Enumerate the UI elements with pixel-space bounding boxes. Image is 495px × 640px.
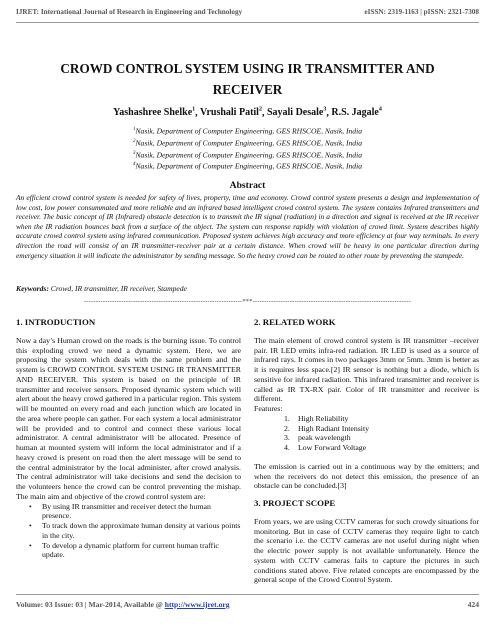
volume-info: Volume: 03 Issue: 03 | Mar-2014, Available @ http://www.ijret.org — [16, 600, 230, 609]
list-item: 3. peak wavelength — [284, 433, 351, 443]
list-item: • To develop a dynamic platform for current human traffic update. — [42, 541, 241, 561]
paper-title — [30, 58, 465, 100]
author: R.S. Jagale$^4$ — [331, 107, 382, 119]
features-list — [254, 414, 479, 453]
scope-heading: 3. PROJECT SCOPE — [254, 498, 336, 508]
affiliation: $^3$Nasik, Department of Computer Engineering, GES RHSCOE, Nasik, India — [132, 150, 363, 160]
author: Sayali Desale$^3$ — [266, 107, 327, 119]
page-number: 424 — [467, 600, 479, 609]
related-heading: 2. RELATED WORK — [254, 317, 336, 327]
title-line-1: CROWD CONTROL SYSTEM USING IR TRANSMITTER AND — [60, 61, 435, 76]
intro-body: Now a day’s Human crowd on the roads is the burning issue. To control this exploding crowd we need a dynamic system. Here, we are proposing the system which deals with the same problem and the system is CROWD CONTROL SYSTEM USING IR TRANSMITTER AND RECEIVER. This system is based on the principle of IR transmitter and receiver sensors. Proposed dynamic system which will alert about the heavy crowd gathered in a particular region. This system will be mounted on every road and each junction which are located in the area where people can gather. For each system a local administrator will be provided and to control and connect these various local administrator. A central administrator will be allocated. Presence of human at mounted system will inform the local administrator and if a heavy crowd is present on road then the alert message will be send to the central administrator by the local administer, after crowd analysis. The central administrator will take decisions and send the decision to the volunteers hence the crowd can be control preventing the mishap. The main aim and objective of the crowd control system are: — [16, 335, 241, 501]
affiliation: $^4$Nasik, Department of Computer Engineering, GES RHSCOE, Nasik, India — [132, 162, 363, 172]
journal-link[interactable]: http://www.ijret.org — [164, 600, 230, 609]
running-header — [16, 8, 479, 16]
footer-rule — [16, 594, 479, 595]
section-separator: --------------------------------------------------------------------***-------------------------------------------------------------------- — [84, 298, 411, 305]
abstract-body: An efficient crowd control system is needed for safety of lives, property, time and economy. Crowd control system presents a design and implementation of low cost, low power consummated and more reliable and an infrared based intelligent crowd control system. The system contains Infrared transmitters and receiver. The basic concept of IR (Infrared) obstacle detection is to transmit the IR signal (radiation) in a direction and signal is received at the IR receiver when the IR radiation bounces back from a surface of the object. The system can response rapidly with violation of crowd limit. System describes highly accurate crowd control system using infrared communication. Proposed system achieves high accuracy and more efficiency at four way terminals. In every direction the road will consist of an IR transmitter-receiver pair at a certain distance. When crowd will be heavy in one particular direction during emergency situation it will indicate the administrator by sending message. So the heavy crowd can be routed to other route by preventing the stampede. — [16, 193, 479, 260]
related-body-2: The emission is carried out in a continuous way by the emitters; and when the receivers do not detect this emission, the presence of an obstacle can be concluded.[3] — [254, 461, 479, 491]
list-item: 1. High Reliability — [284, 413, 349, 423]
features-label: Features: — [254, 404, 283, 413]
header-rule — [16, 22, 479, 23]
running-footer — [16, 600, 479, 609]
affiliations — [16, 125, 479, 172]
keywords — [16, 284, 479, 293]
affiliation: $^2$Nasik, Department of Computer Engineering, GES RHSCOE, Nasik, India — [132, 138, 363, 148]
title-line-2: RECEIVER — [212, 82, 283, 97]
related-body: The main element of crowd control system is IR transmitter –receiver pair. IR LED emits infra-red radiation. IR LED is used as a source of infrared rays. It comes in two packages 3mm or 5mm. 3mm is better as it is requires less space.[2] IR sensor is nothing but a diode, which is sensitive for infrared radiation. This infrared transmitter and receiver is called as IR TX-RX pair. Color of IR transmitter and receiver is different. — [254, 335, 479, 404]
right-column — [254, 318, 479, 585]
affiliation: $^1$Nasik, Department of Computer Engineering, GES RHSCOE, Nasik, India — [132, 126, 363, 136]
list-item: • To track down the approximate human density at various points in the city. — [42, 521, 241, 541]
author: Vrushali Patil$^2$ — [199, 107, 262, 119]
journal-name: IJRET: International Journal of Research in Engineering and Technology — [16, 8, 243, 16]
keywords-label: Keywords: — [16, 284, 49, 293]
intro-heading: 1. INTRODUCTION — [16, 317, 96, 327]
objective-list — [16, 502, 241, 561]
abstract-heading: Abstract — [229, 180, 266, 191]
issn: eISSN: 2319-1163 | pISSN: 2321-7308 — [364, 8, 479, 16]
list-item: • By using IR transmitter and receiver detect the human presence. — [42, 502, 241, 522]
list-item: 2. High Radiant Intensity — [284, 423, 370, 433]
scope-body: From years, we are using CCTV cameras for such crowdy situations for monitoring. But in case of CCTV cameras they require light to catch the scenario i.e. the CCTV cameras are not useful during night when the electric power supply is not available unfortunately. Hence the system with CCTV cameras fails to capture the pictures in such conditions stated above. Five related concepts are encompassed by the general scope of the Crowd Control System. — [254, 516, 479, 585]
author-list: Yashashree Shelke$^1$, Vrushali Patil$^2$, Sayali Desale$^3$, R.S. Jagale$^4$ — [113, 107, 382, 119]
list-item: 4. Low Forward Voltage — [284, 443, 367, 452]
keywords-text: Crowd, IR transmitter, IR receiver, Stampede — [48, 284, 187, 293]
left-column — [16, 318, 241, 560]
author: Yashashree Shelke$^1$ — [113, 107, 196, 119]
